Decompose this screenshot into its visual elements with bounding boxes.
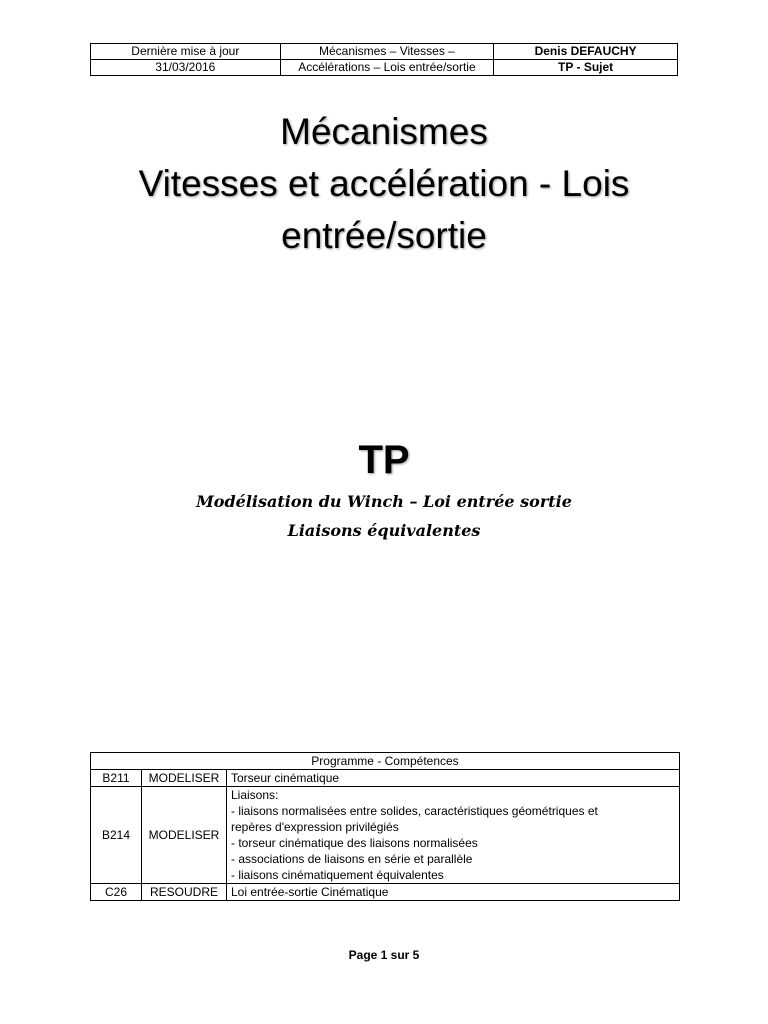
tp-subtitle-2: Liaisons équivalentes <box>287 521 481 540</box>
table-row <box>91 770 680 787</box>
table-row <box>91 787 680 884</box>
header-subject-line-1: Mécanismes – Vitesses – <box>280 44 494 60</box>
header-author: Denis DEFAUCHY <box>494 44 678 60</box>
description-line: - liaisons cinématiquement équivalentes <box>231 868 444 882</box>
competence-description <box>227 770 680 787</box>
page-title <box>0 106 768 262</box>
description-line: Torseur cinématique <box>231 771 340 785</box>
header-row-1 <box>91 44 678 60</box>
tp-label: TP <box>358 438 410 482</box>
title-line-3: entrée/sortie <box>281 215 487 256</box>
competence-verb: MODELISER <box>142 770 227 787</box>
tp-subtitle-1: Modélisation du Winch – Loi entrée sortie <box>196 492 572 511</box>
competence-code: B211 <box>91 770 142 787</box>
description-line: Loi entrée-sortie Cinématique <box>231 885 389 899</box>
title-line-2: Vitesses et accélération - Lois <box>138 163 630 204</box>
description-line: - liaisons normalisées entre solides, caractéristiques géométriques et <box>231 804 598 818</box>
competence-code: C26 <box>91 884 142 901</box>
competence-verb: MODELISER <box>142 787 227 884</box>
page-number: Page 1 sur 5 <box>348 948 420 962</box>
description-line: - torseur cinématique des liaisons normalisées <box>231 836 478 850</box>
document-header-table <box>90 43 678 76</box>
competence-description <box>227 787 680 884</box>
competence-verb: RESOUDRE <box>142 884 227 901</box>
table-row <box>91 884 680 901</box>
description-line: repères d'expression privilégiés <box>231 820 399 834</box>
header-update-date: 31/03/2016 <box>91 60 281 76</box>
competence-description <box>227 884 680 901</box>
programme-heading: Programme - Compétences <box>91 753 680 770</box>
programme-heading-row <box>91 753 680 770</box>
programme-competences-table <box>90 752 680 901</box>
description-line: - associations de liaisons en série et parallèle <box>231 852 473 866</box>
competence-code: B214 <box>91 787 142 884</box>
header-update-label: Dernière mise à jour <box>91 44 281 60</box>
title-line-1: Mécanismes <box>280 111 488 152</box>
header-doc-type: TP - Sujet <box>494 60 678 76</box>
description-line: Liaisons: <box>231 788 279 802</box>
header-row-2 <box>91 60 678 76</box>
header-subject-line-2: Accélérations – Lois entrée/sortie <box>280 60 494 76</box>
